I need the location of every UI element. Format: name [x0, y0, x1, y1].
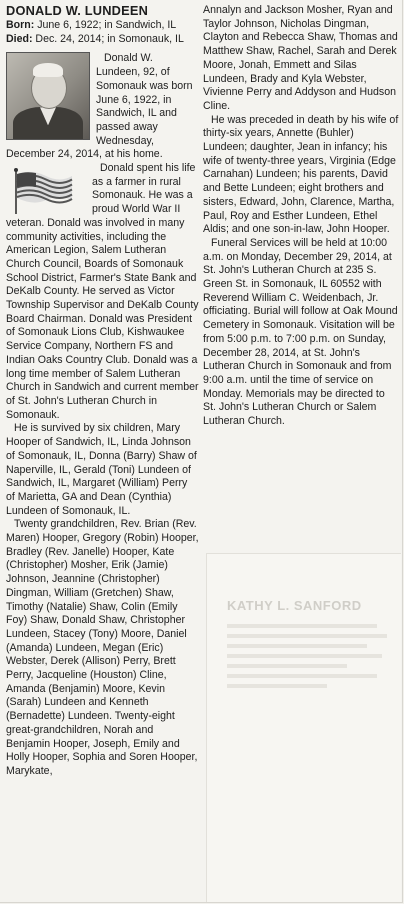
born-line: [6, 19, 199, 33]
right-column: [203, 4, 400, 429]
paragraph-great-grandchildren: Annalyn and Jackson Mosher, Ryan and Taylor Johnson, Nicholas Dingman, Clayton and Rebecca Shaw, Thomas and Matthew Shaw, Rachel, Sarah and Derek Moore, Jonah, Emmett and Silas Lundeen, Brady and Kyla Webster, Vivienne Perry and Addyson and Hudson Cline.: [203, 4, 398, 112]
born-label: Born:: [6, 19, 35, 31]
obituary-name: DONALD W. LUNDEEN: [6, 3, 149, 18]
paragraph-preceded: He was preceded in death by his wife of thirty-six years, Annette (Buhler) Lundeen; daughter, Jean in infancy; his wife of twenty-three years, Virginia (Edge Carnahan) Lundeen; his parents, David and Bette Lundeen; eight brothers and sisters, Edward, John, Clarence, Martha, Paul, Roy and Esther Lundeen, Ethel Aldis; and one son-in-law, John Hooper.: [203, 113, 399, 236]
paragraph-services: Funeral Services will be held at 10:00 a.m. on Monday, December 29, 2014, at St. John's Lutheran Church at 235 S. Green St. in Somonauk, IL 60552 with Reverend William C. Weidenbach, Jr. officiating. Burial will follow at Oak Mound Cemetery in Somonauk. Visitation will be from 5:00 p.m. to 7:00 p.m. on Sunday, December 28, 2014, at St. John's Lutheran Church in Somonauk and from 9:00 a.m. until the time of service on Monday. Memorials may be directed to St. John's Lutheran Church or Salem Lutheran Church.: [203, 236, 398, 428]
adjacent-clipping-bleedthrough: [206, 553, 401, 902]
left-column: [6, 3, 199, 779]
died-text: Dec. 24, 2014; in Somonauk, IL: [32, 32, 184, 45]
paragraph-grandchildren: Twenty grandchildren, Rev. Brian (Rev. Maren) Hooper, Gregory (Robin) Hooper, Bradley (Rev. Janelle) Hooper, Kate (Christopher) Mosher, Erik (Jamie) Johnson, Jeannine (Christopher) Dingman, William (Gretchen) Shaw, Timothy (Natalie) Shaw, Colin (Emily Foy) Shaw, Donald Shaw, Christopher Lundeen, Stacey (Tony) Moore, Daniel (Amanda) Lundeen, Megan (Eric) Webster, Derek (Allison) Perry, Brett Perry, Jacqueline (Houston) Cline, Amanda (Benjamin) Moore, Kevin (Sarah) Lundeen and Kenneth (Bernadette) Lundeen. Twenty-eight great-grandchildren, Norah and Benjamin Hooper, Joseph, Emily and Holly Hooper, Sophia and Soren Hooper, Marykate,: [6, 518, 199, 777]
american-flag-icon: [12, 168, 74, 214]
died-line: [6, 33, 199, 47]
born-text: June 6, 1922; in Sandwich, IL: [34, 19, 177, 31]
paragraph-bio: Donald W. Lundeen, 92, of Somonauk was born June 6, 1922, in Sandwich, IL and passed away Wednesday, December 24, 2014, at his home.: [6, 52, 193, 161]
died-label: Died:: [6, 32, 33, 45]
adjacent-name: KATHY L. SANFORD: [227, 598, 362, 613]
paragraph-survivors: He is survived by six children, Mary Hooper of Sandwich, IL, Linda Johnson of Somonauk, IL, Donna (Barry) Shaw of Naperville, IL, Gerald (Toni) Lundeen of Sandwich, IL, Margaret (William) Perry of Marietta, GA and Dean (Cynthia) Lundeen of Somonauk, IL.: [6, 422, 197, 517]
portrait-photo: [6, 52, 90, 140]
paragraph-life: Donald spent his life as a farmer in rural Somonauk. He was a proud World War II veteran. Donald was involved in many community activities, including the American Legion, Salem Lutheran Church Council, Boards of Somonauk School District, Farmer's State Bank and DeKalb County. He served as Victor Township Supervisor and DeKalb County Board Chairman. Donald was President of Somonauk Lions Club, Kishwaukee Service Company, Northern FS and Indian Oaks Country Club. Donald was a long time member of Salem Lutheran Church in Sandwich and current member of St. John's Lutheran Church in Somonauk.: [6, 162, 199, 421]
